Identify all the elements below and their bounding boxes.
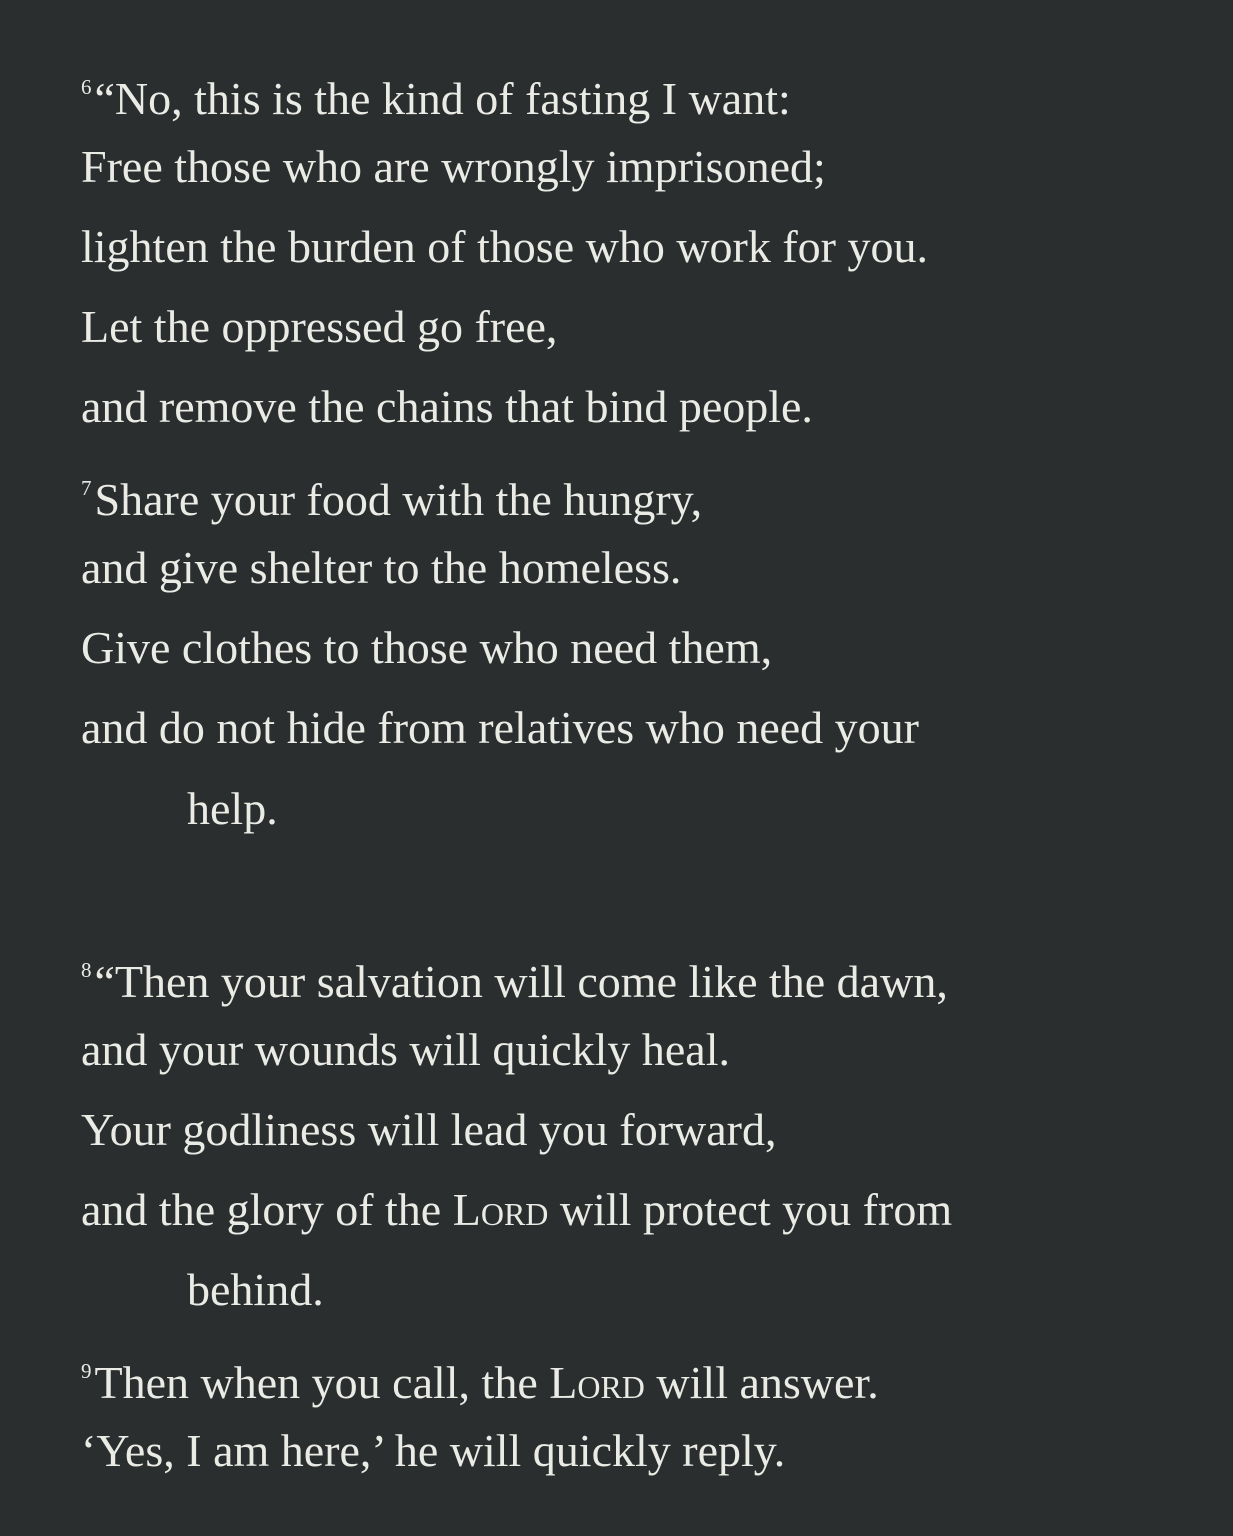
poem-line: and remove the chains that bind people. [81, 381, 813, 432]
poem-line: and do not hide from relatives who need your [81, 702, 919, 753]
poem-line: Your godliness will lead you forward, [81, 1104, 777, 1155]
poem-line [81, 57, 791, 129]
scripture-reader [81, 0, 1191, 1536]
verse-text: and the glory of the [81, 1184, 453, 1235]
verse-number: 9 [81, 1359, 92, 1383]
poem-line: and give shelter to the homeless. [81, 542, 682, 593]
verse-text: Then when you call, the [94, 1357, 550, 1408]
poem-line-continuation: behind. [187, 1264, 324, 1315]
poem-line: ‘Yes, I am here,’ he will quickly reply. [81, 1425, 786, 1476]
divine-name: Lord [452, 1184, 549, 1235]
poem-line [81, 940, 948, 1012]
poem-line: Let the oppressed go free, [81, 301, 558, 352]
verse-number: 8 [81, 958, 92, 982]
poem-line: Free those who are wrongly imprisoned; [81, 141, 826, 192]
poem-line [81, 1180, 952, 1240]
poem-line [81, 1341, 879, 1413]
poem-line: lighten the burden of those who work for you. [81, 221, 929, 272]
verse-number: 6 [81, 75, 92, 99]
verse-text: “No, this is the kind of fasting I want: [94, 73, 791, 124]
poem-line: Give clothes to those who need them, [81, 622, 773, 673]
verse-text: will protect you from [548, 1184, 953, 1235]
verse-text: “Then your salvation will come like the dawn, [94, 956, 948, 1007]
verse-number: 7 [81, 476, 92, 500]
poem-line: and your wounds will quickly heal. [81, 1024, 731, 1075]
divine-name: Lord [549, 1357, 645, 1408]
poem-line [81, 458, 702, 530]
verse-text: Share your food with the hungry, [94, 474, 703, 525]
poem-line-continuation: help. [187, 783, 278, 834]
verse-text: will answer. [644, 1357, 879, 1408]
